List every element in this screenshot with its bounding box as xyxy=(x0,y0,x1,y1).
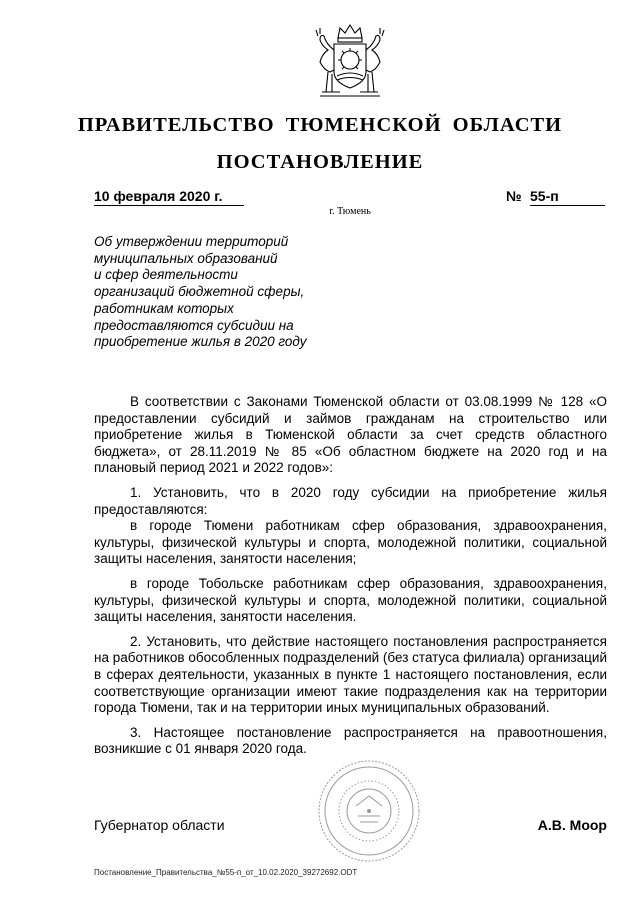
subject-line: Об утверждении территорий xyxy=(94,234,289,249)
subject-line: организаций бюджетной сферы, xyxy=(94,284,305,300)
document-type-heading: ПОСТАНОВЛЕНИЕ xyxy=(216,151,424,173)
subject-line: предоставляются субсидии на xyxy=(94,317,294,333)
body-paragraph-tobolsk: в городе Тобольске работникам сфер образования, здравоохранения, культуры, физической культуры и спорта, молодежной политики, социальной защиты населения, занятости населения. xyxy=(94,575,607,625)
document-number-label: № xyxy=(506,188,522,204)
body-paragraph-item-1: 1. Установить, что в 2020 году субсидии на приобретение жилья предоставляются: xyxy=(94,484,607,517)
signer-title: Губернатор области xyxy=(94,817,225,833)
file-name-footer: Постановление_Правительства_№55-п_от_10.02.2020_39272692.ODT xyxy=(94,868,358,877)
body-paragraph-item-3: 3. Настоящее постановление распространяется на правоотношения, возникшие с 01 января 2020 года. xyxy=(94,724,607,757)
subject-line: работникам которых xyxy=(94,300,234,316)
document-subject xyxy=(94,234,334,351)
document-number: 55-п xyxy=(530,188,605,206)
coat-of-arms-emblem xyxy=(300,20,400,105)
body-paragraph-item-2: 2. Установить, что действие настоящего постановления распространяется на работников обособленных подразделений (без статуса филиала) организаций в сферах деятельности, указанных в пункте 1 настоящего постановления, если соответствующие организации имеют такие подразделения как на территории города Тюмени, так и на территории иных муниципальных образований. xyxy=(94,633,607,716)
subject-line: приобретение жилья в 2020 году xyxy=(94,334,307,350)
signer-name: А.В. Моор xyxy=(537,817,607,833)
body-paragraph-preamble: В соответствии с Законами Тюменской области от 03.08.1999 № 128 «О предоставлении субсидий и займов гражданам на строительство или приобретение жилья в Тюменской области за счет средств областного бюджета», от 28.11.2019 № 85 «Об областном бюджете на 2020 год и на плановый период 2021 и 2022 годов»: xyxy=(94,394,607,476)
document-body xyxy=(94,394,607,766)
body-paragraph-tyumen: в городе Тюмени работникам сфер образования, здравоохранения, культуры, физической культуры и спорта, молодежной политики, социальной защиты населения, занятости населения; xyxy=(94,518,607,567)
official-seal-stamp xyxy=(316,758,422,864)
organization-title: ПРАВИТЕЛЬСТВО ТЮМЕНСКОЙ ОБЛАСТИ xyxy=(77,114,563,136)
document-date: 10 февраля 2020 г. xyxy=(94,188,244,206)
subject-line: муниципальных образований xyxy=(94,250,278,266)
document-city: г. Тюмень xyxy=(329,206,371,217)
subject-line: и сфер деятельности xyxy=(94,267,238,283)
